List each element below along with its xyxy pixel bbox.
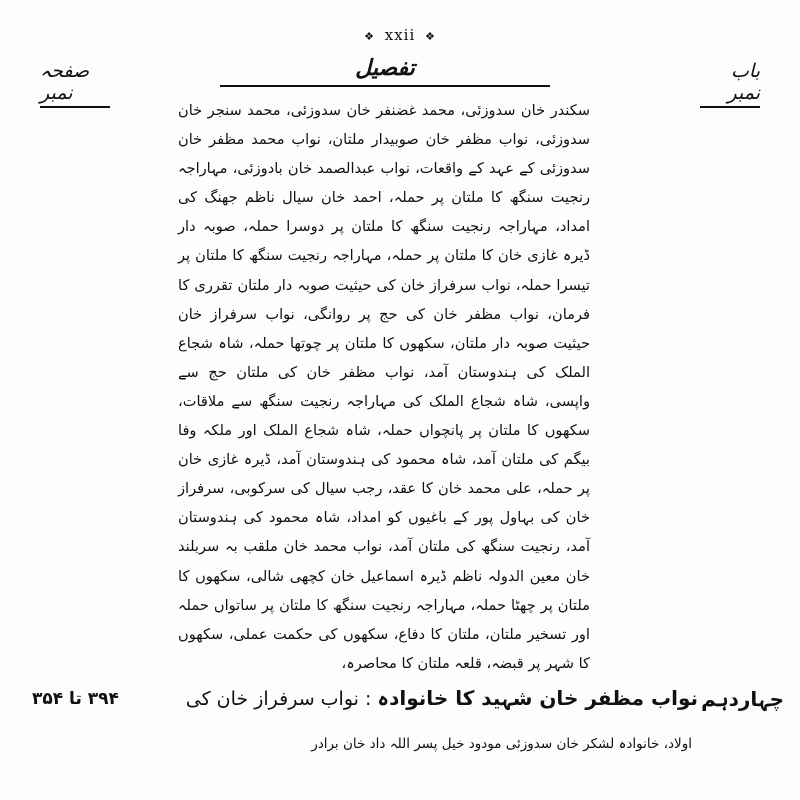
chapter-title-main: نواب مظفر خان شہید کا خانوادہ [377, 686, 698, 710]
chapter-title-rest: : نواب سرفراز خان کی [185, 688, 372, 710]
chapter-title [118, 686, 698, 710]
table-header [40, 56, 760, 104]
chapter-details-text [178, 96, 590, 678]
chapter-number: چہاردہم [701, 687, 784, 711]
chapter-page-range: ۳۹۴ تا ۳۵۴ [32, 689, 119, 709]
chapter-details-continuation: اولاد، خانوادہ لشکر خان سدوزئی مودود خیل پسر اللہ داد خان برادر [311, 736, 692, 752]
ornament-icon: ❖ [364, 29, 375, 43]
page-number-header [0, 26, 800, 44]
page-number: xxii [384, 26, 416, 44]
chapter-entry [18, 683, 788, 723]
details-column-label: تفصیل [220, 56, 550, 87]
chapter-number-column-label: باب نمبر [700, 60, 760, 108]
details-paragraph: سکندر خان سدوزئی، محمد غضنفر خان سدوزئی، محمد سنجر خان سدوزئی، نواب مظفر خان صوبیدار ملتان، نواب محمد مظفر خان سدوزئی کے عہد کے واقعات، نواب عبدالصمد خان بادوزئی، مہاراجہ رنجیت سنگھ کا ملتان پر حملہ، احمد خان سیال ناظم جھنگ کی امداد، مہاراجہ رنجیت سنگھ کا ملتان پر دوسرا حملہ، صوبہ دار ڈیرہ غازی خان کا ملتان پر حملہ، مہاراجہ رنجیت سنگھ کا ملتان پر تیسرا حملہ، نواب سرفراز خان کی حیثیت صوبہ دار ملتان تقرری کا فرمان، نواب مظفر خان کی حج پر روانگی، نواب سرفراز خان حیثیت صوبہ دار ملتان، سکھوں کا ملتان پر چوتھا حملہ، شاہ شجاع الملک کی ہندوستان آمد، نواب مظفر خان کی ملتان حج سے واپسی، شاہ شجاع الملک کی مہاراجہ رنجیت سنگھ سے ملاقات، سکھوں کا ملتان پر پانچواں حملہ، شاہ شجاع الملک اور ملکہ وفا بیگم کی ملتان آمد، شاہ محمود کی ہندوستان آمد، ڈیرہ غازی خان پر حملہ، علی محمد خان کا عقد، رجب سیال کی سرکوبی، سرفراز خان کی بہاول پور کے باغیوں کو امداد، شاہ محمود کی ہندوستان آمد، رنجیت سنگھ کی ملتان آمد، نواب محمد خان ملقب بہ سربلند خان معین الدولہ ناظم ڈیرہ اسماعیل خان کچھی شالی، سکھوں کا ملتان پر چھٹا حملہ، مہاراجہ رنجیت سنگھ کا ملتان پر ساتواں حملہ اور تسخیر ملتان، ملتان کا دفاع، سکھوں کی حکمت عملی، سکھوں کا شہر پر قبضہ، قلعہ ملتان کا محاصرہ، [178, 102, 590, 672]
page-number-column-label: صفحہ نمبر [40, 60, 110, 108]
ornament-icon: ❖ [425, 29, 436, 43]
